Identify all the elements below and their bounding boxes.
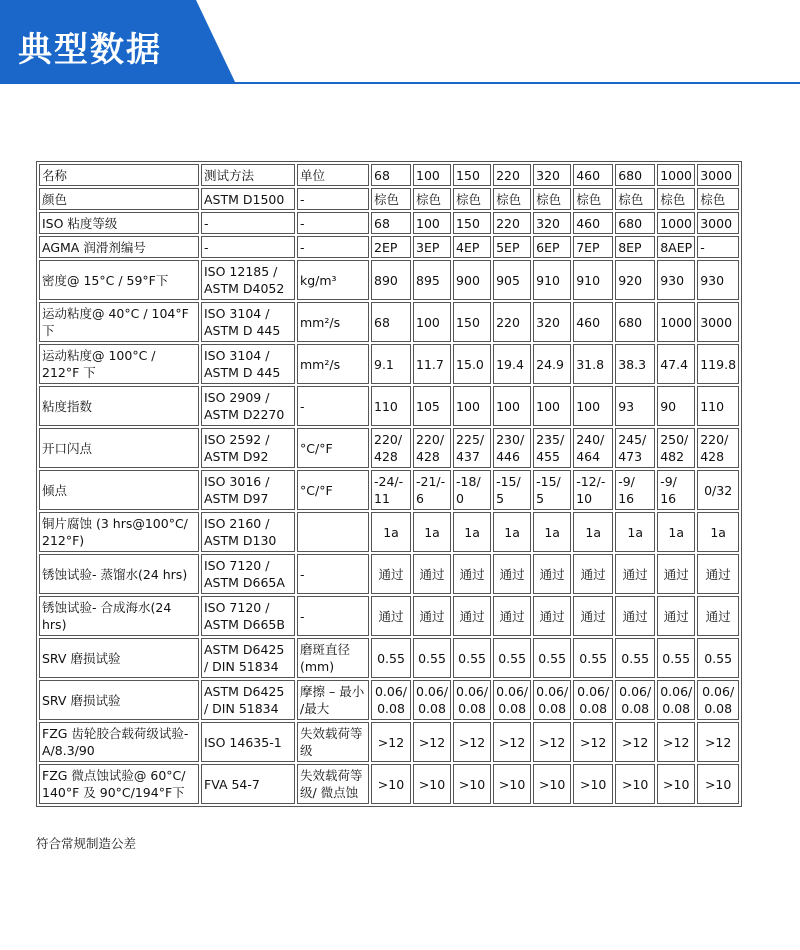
grade-value-cell: 通过 [657, 554, 695, 594]
unit-cell: 摩擦 – 最小 /最大 [297, 680, 369, 720]
grade-value-cell: 通过 [453, 596, 491, 636]
grade-value-cell: -24/- 11 [371, 470, 411, 510]
grade-value-cell: 68 [371, 212, 411, 234]
table-row [39, 302, 739, 342]
grade-value-cell: 100 [413, 212, 451, 234]
grade-value-cell: 0.55 [615, 638, 655, 678]
table-row [39, 344, 739, 384]
grade-value-cell: 0/32 [697, 470, 739, 510]
grade-value-cell: >12 [453, 722, 491, 762]
grade-value-cell: 8AEP [657, 236, 695, 258]
unit-cell: 失效载荷等 级 [297, 722, 369, 762]
grade-value-cell: 0.55 [697, 638, 739, 678]
table-row [39, 638, 739, 678]
grade-value-cell: >12 [697, 722, 739, 762]
grade-value-cell: 220 [493, 164, 531, 186]
grade-value-cell: 4EP [453, 236, 491, 258]
grade-value-cell: 6EP [533, 236, 571, 258]
grade-value-cell: 通过 [453, 554, 491, 594]
property-name-cell: SRV 磨损试验 [39, 680, 199, 720]
grade-value-cell: 0.06/ 0.08 [453, 680, 491, 720]
grade-value-cell: 通过 [371, 596, 411, 636]
grade-value-cell: 1000 [657, 164, 695, 186]
property-name-cell: 运动粘度@ 40°C / 104°F 下 [39, 302, 199, 342]
grade-value-cell: -18/ 0 [453, 470, 491, 510]
table-row [39, 512, 739, 552]
grade-value-cell: 90 [657, 386, 695, 426]
header-banner [0, 0, 800, 84]
grade-value-cell: >12 [493, 722, 531, 762]
grade-value-cell: 235/ 455 [533, 428, 571, 468]
grade-value-cell: 680 [615, 164, 655, 186]
table-row [39, 680, 739, 720]
grade-value-cell: >12 [533, 722, 571, 762]
unit-cell: mm²/s [297, 302, 369, 342]
grade-value-cell: >10 [493, 764, 531, 804]
property-name-cell: SRV 磨损试验 [39, 638, 199, 678]
grade-value-cell: 0.06/ 0.08 [657, 680, 695, 720]
grade-value-cell: 930 [657, 260, 695, 300]
test-method-cell: ISO 7120 / ASTM D665B [201, 596, 295, 636]
grade-value-cell: 棕色 [533, 188, 571, 210]
page-title: 典型数据 [18, 30, 162, 70]
table-row [39, 428, 739, 468]
grade-value-cell: 900 [453, 260, 491, 300]
unit-cell: - [297, 212, 369, 234]
table-row [39, 236, 739, 258]
grade-value-cell: 0.55 [413, 638, 451, 678]
grade-value-cell: 320 [533, 302, 571, 342]
property-name-cell: 颜色 [39, 188, 199, 210]
grade-value-cell: 460 [573, 212, 613, 234]
grade-value-cell: 3EP [413, 236, 451, 258]
grade-value-cell: 0.06/ 0.08 [371, 680, 411, 720]
property-name-cell: 运动粘度@ 100°C / 212°F 下 [39, 344, 199, 384]
grade-value-cell: 通过 [413, 596, 451, 636]
grade-value-cell: 0.55 [371, 638, 411, 678]
test-method-cell: ISO 12185 / ASTM D4052 [201, 260, 295, 300]
property-name-cell: 铜片腐蚀 (3 hrs@100°C/ 212°F) [39, 512, 199, 552]
grade-value-cell: 通过 [615, 596, 655, 636]
grade-value-cell: 225/ 437 [453, 428, 491, 468]
grade-value-cell: 0.55 [533, 638, 571, 678]
grade-value-cell: 棕色 [573, 188, 613, 210]
grade-value-cell: 0.55 [573, 638, 613, 678]
grade-value-cell: -21/- 6 [413, 470, 451, 510]
unit-cell [297, 512, 369, 552]
grade-value-cell: 7EP [573, 236, 613, 258]
property-name-cell: 名称 [39, 164, 199, 186]
grade-value-cell: 100 [453, 386, 491, 426]
property-name-cell: 粘度指数 [39, 386, 199, 426]
grade-value-cell: 1a [413, 512, 451, 552]
grade-value-cell: 150 [453, 164, 491, 186]
grade-value-cell: >12 [371, 722, 411, 762]
grade-value-cell: >10 [371, 764, 411, 804]
grade-value-cell: - [697, 236, 739, 258]
grade-value-cell: 通过 [533, 554, 571, 594]
grade-value-cell: 通过 [573, 596, 613, 636]
grade-value-cell: >10 [413, 764, 451, 804]
table-row [39, 722, 739, 762]
property-name-cell: FZG 齿轮胶合载荷级试验- A/8.3/90 [39, 722, 199, 762]
grade-value-cell: 220/ 428 [371, 428, 411, 468]
grade-value-cell: 棕色 [413, 188, 451, 210]
grade-value-cell: 460 [573, 302, 613, 342]
grade-value-cell: 通过 [573, 554, 613, 594]
grade-value-cell: 棕色 [615, 188, 655, 210]
property-name-cell: 锈蚀试验- 合成海水(24 hrs) [39, 596, 199, 636]
grade-value-cell: 680 [615, 212, 655, 234]
grade-value-cell: 0.06/ 0.08 [533, 680, 571, 720]
grade-value-cell: 3000 [697, 302, 739, 342]
table-row [39, 386, 739, 426]
test-method-cell: ISO 3104 / ASTM D 445 [201, 302, 295, 342]
test-method-cell: ISO 2160 / ASTM D130 [201, 512, 295, 552]
grade-value-cell: 100 [413, 302, 451, 342]
grade-value-cell: >10 [657, 764, 695, 804]
grade-value-cell: 245/ 473 [615, 428, 655, 468]
grade-value-cell: 1a [493, 512, 531, 552]
unit-cell: 单位 [297, 164, 369, 186]
grade-value-cell: 0.55 [453, 638, 491, 678]
grade-value-cell: 100 [493, 386, 531, 426]
property-name-cell: 开口闪点 [39, 428, 199, 468]
test-method-cell: ISO 7120 / ASTM D665A [201, 554, 295, 594]
grade-value-cell: 320 [533, 212, 571, 234]
typical-data-table [36, 161, 742, 807]
grade-value-cell: 47.4 [657, 344, 695, 384]
grade-value-cell: 3000 [697, 212, 739, 234]
unit-cell: °C/°F [297, 470, 369, 510]
typical-data-table-wrapper [36, 161, 742, 807]
grade-value-cell: 150 [453, 212, 491, 234]
test-method-cell: 测试方法 [201, 164, 295, 186]
property-name-cell: 倾点 [39, 470, 199, 510]
grade-value-cell: 1a [371, 512, 411, 552]
grade-value-cell: 通过 [533, 596, 571, 636]
grade-value-cell: 31.8 [573, 344, 613, 384]
grade-value-cell: 100 [533, 386, 571, 426]
grade-value-cell: -12/- 10 [573, 470, 613, 510]
table-row [39, 554, 739, 594]
grade-value-cell: 0.55 [493, 638, 531, 678]
grade-value-cell: 150 [453, 302, 491, 342]
grade-value-cell: 100 [413, 164, 451, 186]
test-method-cell: - [201, 212, 295, 234]
grade-value-cell: 0.06/ 0.08 [697, 680, 739, 720]
grade-value-cell: >10 [533, 764, 571, 804]
grade-value-cell: 棕色 [453, 188, 491, 210]
grade-value-cell: 通过 [413, 554, 451, 594]
grade-value-cell: 棕色 [371, 188, 411, 210]
table-row [39, 470, 739, 510]
grade-value-cell: 通过 [493, 596, 531, 636]
test-method-cell: ISO 3016 / ASTM D97 [201, 470, 295, 510]
grade-value-cell: 11.7 [413, 344, 451, 384]
grade-value-cell: 0.06/ 0.08 [413, 680, 451, 720]
grade-value-cell: 通过 [615, 554, 655, 594]
unit-cell: 失效载荷等 级/ 微点蚀 [297, 764, 369, 804]
table-row [39, 260, 739, 300]
grade-value-cell: 0.06/ 0.08 [493, 680, 531, 720]
unit-cell: - [297, 596, 369, 636]
grade-value-cell: 通过 [697, 554, 739, 594]
grade-value-cell: 9.1 [371, 344, 411, 384]
grade-value-cell: 38.3 [615, 344, 655, 384]
table-row [39, 212, 739, 234]
grade-value-cell: 68 [371, 302, 411, 342]
grade-value-cell: 220/ 428 [697, 428, 739, 468]
grade-value-cell: >12 [573, 722, 613, 762]
grade-value-cell: 220 [493, 212, 531, 234]
grade-value-cell: 930 [697, 260, 739, 300]
grade-value-cell: 110 [697, 386, 739, 426]
table-row [39, 188, 739, 210]
test-method-cell: - [201, 236, 295, 258]
grade-value-cell: 110 [371, 386, 411, 426]
grade-value-cell: 0.06/ 0.08 [615, 680, 655, 720]
grade-value-cell: 通过 [493, 554, 531, 594]
grade-value-cell: 240/ 464 [573, 428, 613, 468]
test-method-cell: ISO 2592 / ASTM D92 [201, 428, 295, 468]
grade-value-cell: 890 [371, 260, 411, 300]
unit-cell: mm²/s [297, 344, 369, 384]
table-row [39, 764, 739, 804]
test-method-cell: ISO 2909 / ASTM D2270 [201, 386, 295, 426]
test-method-cell: ISO 14635-1 [201, 722, 295, 762]
grade-value-cell: 通过 [697, 596, 739, 636]
unit-cell: - [297, 386, 369, 426]
grade-value-cell: 1a [573, 512, 613, 552]
grade-value-cell: 920 [615, 260, 655, 300]
grade-value-cell: 220/ 428 [413, 428, 451, 468]
grade-value-cell: 棕色 [697, 188, 739, 210]
unit-cell: - [297, 188, 369, 210]
grade-value-cell: >12 [657, 722, 695, 762]
grade-value-cell: 通过 [657, 596, 695, 636]
grade-value-cell: -15/ 5 [493, 470, 531, 510]
test-method-cell: FVA 54-7 [201, 764, 295, 804]
table-header-row [39, 164, 739, 186]
grade-value-cell: 8EP [615, 236, 655, 258]
test-method-cell: ISO 3104 / ASTM D 445 [201, 344, 295, 384]
unit-cell: - [297, 236, 369, 258]
grade-value-cell: 220 [493, 302, 531, 342]
grade-value-cell: >10 [615, 764, 655, 804]
grade-value-cell: 1a [657, 512, 695, 552]
grade-value-cell: 1a [533, 512, 571, 552]
grade-value-cell: 0.55 [657, 638, 695, 678]
grade-value-cell: >10 [573, 764, 613, 804]
grade-value-cell: 1a [453, 512, 491, 552]
grade-value-cell: 3000 [697, 164, 739, 186]
grade-value-cell: 棕色 [657, 188, 695, 210]
unit-cell: - [297, 554, 369, 594]
property-name-cell: 密度@ 15°C / 59°F下 [39, 260, 199, 300]
grade-value-cell: -9/ 16 [657, 470, 695, 510]
tolerance-note: 符合常规制造公差 [36, 836, 137, 851]
grade-value-cell: 棕色 [493, 188, 531, 210]
grade-value-cell: 1000 [657, 212, 695, 234]
grade-value-cell: -15/ 5 [533, 470, 571, 510]
grade-value-cell: 0.06/ 0.08 [573, 680, 613, 720]
grade-value-cell: 通过 [371, 554, 411, 594]
grade-value-cell: -9/ 16 [615, 470, 655, 510]
unit-cell: kg/m³ [297, 260, 369, 300]
grade-value-cell: 1000 [657, 302, 695, 342]
grade-value-cell: >12 [413, 722, 451, 762]
unit-cell: °C/°F [297, 428, 369, 468]
unit-cell: 磨斑直径 (mm) [297, 638, 369, 678]
grade-value-cell: 910 [533, 260, 571, 300]
grade-value-cell: 680 [615, 302, 655, 342]
grade-value-cell: >10 [453, 764, 491, 804]
table-row [39, 596, 739, 636]
property-name-cell: 锈蚀试验- 蒸馏水(24 hrs) [39, 554, 199, 594]
grade-value-cell: >12 [615, 722, 655, 762]
grade-value-cell: 910 [573, 260, 613, 300]
grade-value-cell: 5EP [493, 236, 531, 258]
grade-value-cell: 460 [573, 164, 613, 186]
test-method-cell: ASTM D6425 / DIN 51834 [201, 680, 295, 720]
grade-value-cell: 250/ 482 [657, 428, 695, 468]
property-name-cell: ISO 粘度等级 [39, 212, 199, 234]
grade-value-cell: >10 [697, 764, 739, 804]
grade-value-cell: 15.0 [453, 344, 491, 384]
grade-value-cell: 895 [413, 260, 451, 300]
grade-value-cell: 100 [573, 386, 613, 426]
grade-value-cell: 93 [615, 386, 655, 426]
grade-value-cell: 105 [413, 386, 451, 426]
grade-value-cell: 905 [493, 260, 531, 300]
grade-value-cell: 320 [533, 164, 571, 186]
test-method-cell: ASTM D1500 [201, 188, 295, 210]
grade-value-cell: 230/ 446 [493, 428, 531, 468]
grade-value-cell: 2EP [371, 236, 411, 258]
grade-value-cell: 19.4 [493, 344, 531, 384]
grade-value-cell: 68 [371, 164, 411, 186]
grade-value-cell: 119.8 [697, 344, 739, 384]
test-method-cell: ASTM D6425 / DIN 51834 [201, 638, 295, 678]
grade-value-cell: 1a [697, 512, 739, 552]
grade-value-cell: 1a [615, 512, 655, 552]
property-name-cell: AGMA 润滑剂编号 [39, 236, 199, 258]
grade-value-cell: 24.9 [533, 344, 571, 384]
property-name-cell: FZG 微点蚀试验@ 60°C/ 140°F 及 90°C/194°F下 [39, 764, 199, 804]
